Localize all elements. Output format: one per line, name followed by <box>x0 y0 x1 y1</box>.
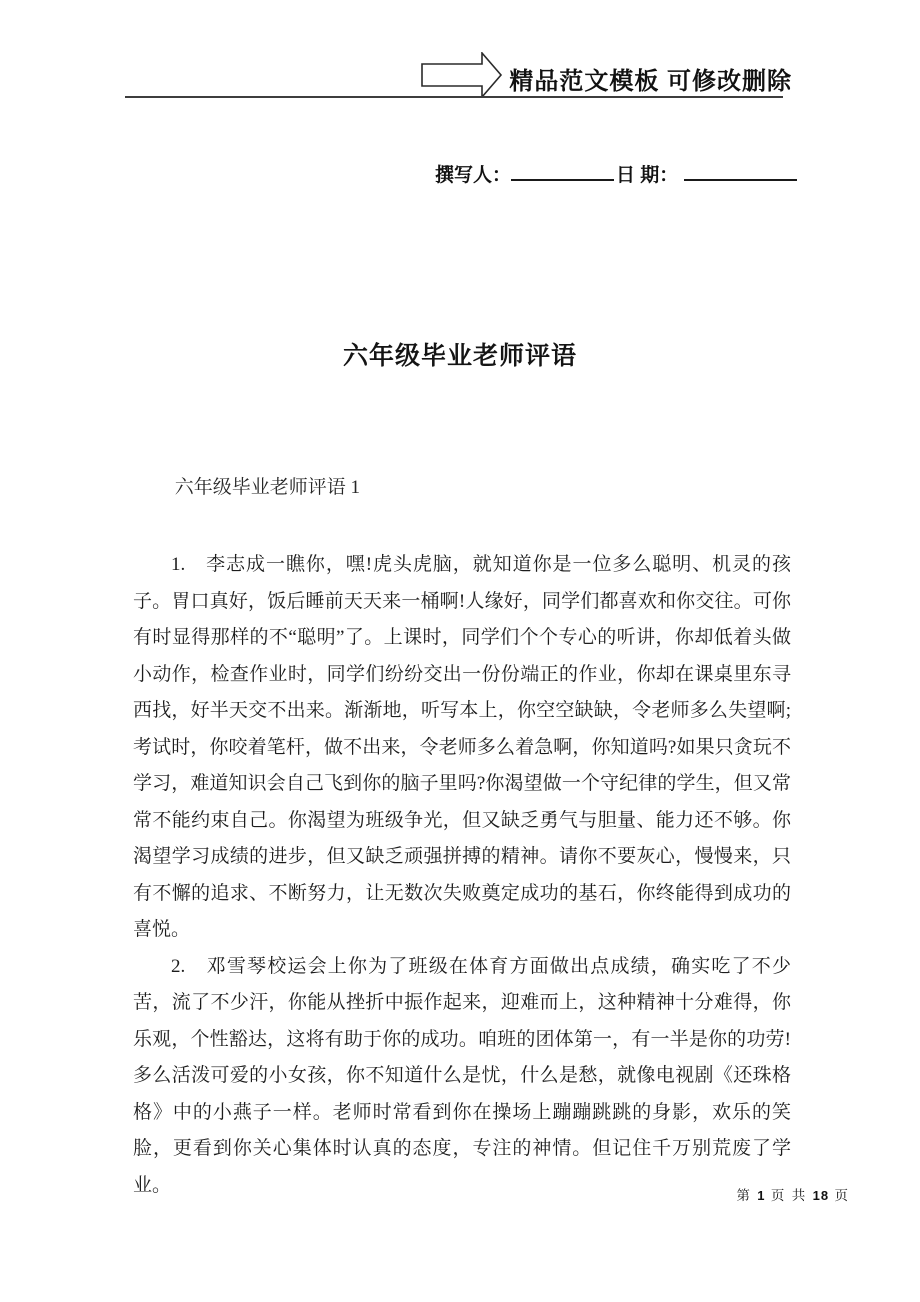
footer-suffix: 页 <box>834 1188 850 1203</box>
paragraph-1: 1. 李志成一瞧你，嘿!虎头虎脑，就知道你是一位多么聪明、机灵的孩子。胃口真好，饭后睡前天天来一桶啊!人缘好，同学们都喜欢和你交往。可你有时显得那样的不“聪明”了。上课时，同学们个个专心的听讲，你却低着头做小动作，检查作业时，同学们纷纷交出一份份端正的作业，你却在课桌里东寻西找，好半天交不出来。渐渐地，听写本上，你空空缺缺，令老师多么失望啊;考试时，你咬着笔杆，做不出来，令老师多么着急啊，你知道吗?如果只贪玩不学习，难道知识会自己飞到你的脑子里吗?你渴望做一个守纪律的学生，但又常常不能约束自己。你渴望为班级争光，但又缺乏勇气与胆量、能力还不够。你渴望学习成绩的进步，但又缺乏顽强拼搏的精神。请你不要灰心，慢慢来，只有不懈的追求、不断努力，让无数次失败奠定成功的基石，你终能得到成功的喜悦。 <box>133 554 791 940</box>
footer-prefix: 第 <box>736 1188 752 1203</box>
writer-fill-line <box>511 161 614 181</box>
paragraph-2: 2. 邓雪琴校运会上你为了班级在体育方面做出点成绩，确实吃了不少苦，流了不少汗，你能从挫折中振作起来，迎难而上，这种精神十分难得，你乐观，个性豁达，这将有助于你的成功。咱班的团体第一，有一半是你的功劳!多么活泼可爱的小女孩，你不知道什么是忧，什么是愁，就像电视剧《还珠格格》中的小燕子一样。老师时常看到你在操场上蹦蹦跳跳的身影，欢乐的笑脸，更看到你关心集体时认真的态度，专注的神情。但记住千万别荒废了学业。 <box>133 955 791 1196</box>
date-label: 日 期： <box>616 165 679 186</box>
footer-total-pages: 18 <box>812 1188 830 1203</box>
right-arrow-icon <box>421 52 503 98</box>
date-fill-line <box>684 161 797 181</box>
doc-title: 六年级毕业老师评语 <box>342 343 577 370</box>
header-brand-text: 精品范文模板 可修改删除 <box>509 68 792 95</box>
footer-page-number: 1 <box>757 1188 766 1203</box>
writer-label: 撰写人： <box>435 165 512 186</box>
byline <box>435 160 797 187</box>
page-footer <box>736 1184 850 1204</box>
header-rule <box>125 96 783 98</box>
footer-middle: 页 共 <box>770 1188 808 1203</box>
body-text <box>133 547 791 1204</box>
section-label: 六年级毕业老师评语 1 <box>174 477 361 498</box>
